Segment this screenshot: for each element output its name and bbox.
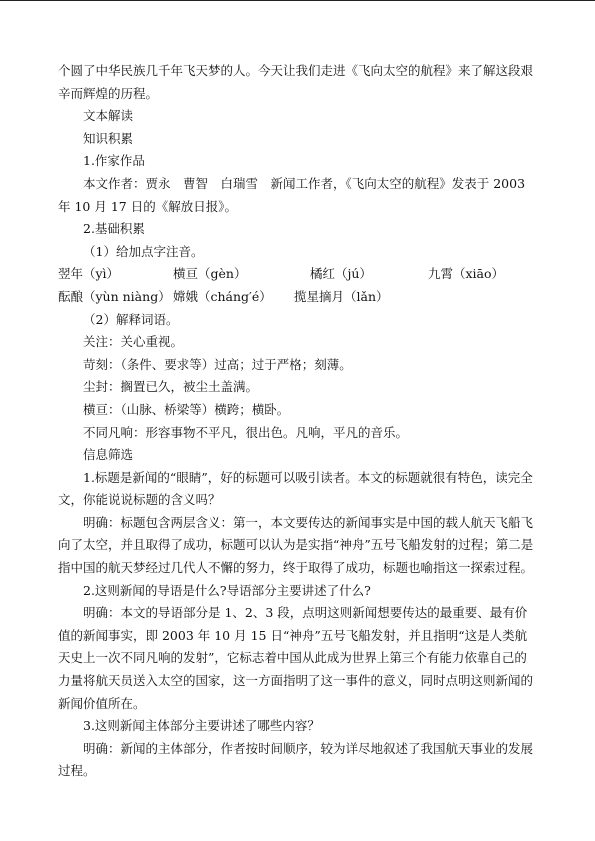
pinyin-item: 酝酿（yùn niàng） [58,288,171,304]
pinyin-item: 翌年（yì） [58,266,120,282]
answer-2: 明确：本文的导语部分是 1、2、3 段，点明这则新闻想要传达的最重要、最有价值的新闻事实，即 2003 年 10 月 15 日“神舟”五号飞船发射，并且指明“这是人类航天史上一次不同凡响的发射”，它标志着中国从此成为世界上第三个有能力依靠自己的力量将航天员送入太空的国家，这一方面指明了这一事件的意义，同时点明这则新闻的新闻价值所在。 [58,605,534,711]
question-3: 3.这则新闻主体部分主要讲述了哪些内容？ [83,718,320,734]
section-heading-text-reading: 文本解读 [83,108,134,124]
pinyin-row-1 [58,263,536,286]
subheading-author-works: 1.作家作品 [83,153,145,169]
section-heading-knowledge: 知识积累 [83,130,134,146]
pinyin-item: 横亘（gèn） [173,266,247,282]
pinyin-item: 嫦娥（cháng′é） [173,288,272,304]
author-info-paragraph: 本文作者：贾永 曹智 白瑞雪 新闻工作者，《飞向太空的航程》发表于 2003 年 10 月 17 日的《解放日报》。 [58,175,526,214]
pinyin-row-2 [58,286,536,309]
intro-paragraph: 个圆了中华民族几千年飞天梦的人。今天让我们走进《飞向太空的航程》来了解这段艰辛而辉煌的历程。 [58,63,534,101]
pinyin-item: 九霄（xiāo） [428,266,505,282]
vocab-entry: 不同凡响：形容事物不平凡，很出色。凡响，平凡的音乐。 [83,424,409,440]
pinyin-item: 揽星摘月（lǎn） [294,288,389,304]
pinyin-item: 橘红（jú） [310,266,372,282]
document-page [58,60,536,783]
subheading-basics: 2.基础积累 [83,221,145,237]
vocab-entry: 横亘：（山脉、桥梁等）横跨；横卧。 [83,401,290,417]
section-heading-info: 信息筛选 [83,447,134,463]
vocab-entry: 苛刻：（条件、要求等）过高；过于严格；刻薄。 [83,356,352,372]
vocab-entry: 尘封：搁置已久，被尘土盖满。 [83,379,259,395]
vocab-entry: 关注：关心重视。 [83,334,184,350]
question-1: 1.标题是新闻的“眼睛”，好的标题可以吸引读者。本文的标题就很有特色，读完全文，你能说说标题的含义吗？ [58,469,533,508]
answer-1: 明确：标题包含两层含义：第一，本文要传达的新闻事实是中国的载人航天飞船飞向了太空，并且取得了成功，标题可以认为是实指“神舟”五号飞船发射的过程；第二是指中国的航天梦经过几代人不懈的努力，终于取得了成功，标题也喻指这一探索过程。 [58,514,534,576]
vocab-instruction: （2）解释词语。 [83,311,179,327]
question-2: 2.这则新闻的导语是什么?导语部分主要讲述了什么? [83,582,371,598]
pinyin-instruction: （1）给加点字注音。 [83,243,204,259]
answer-3: 明确：新闻的主体部分，作者按时间顺序，较为详尽地叙述了我国航天事业的发展过程。 [58,740,534,779]
header-rule [0,0,595,1]
